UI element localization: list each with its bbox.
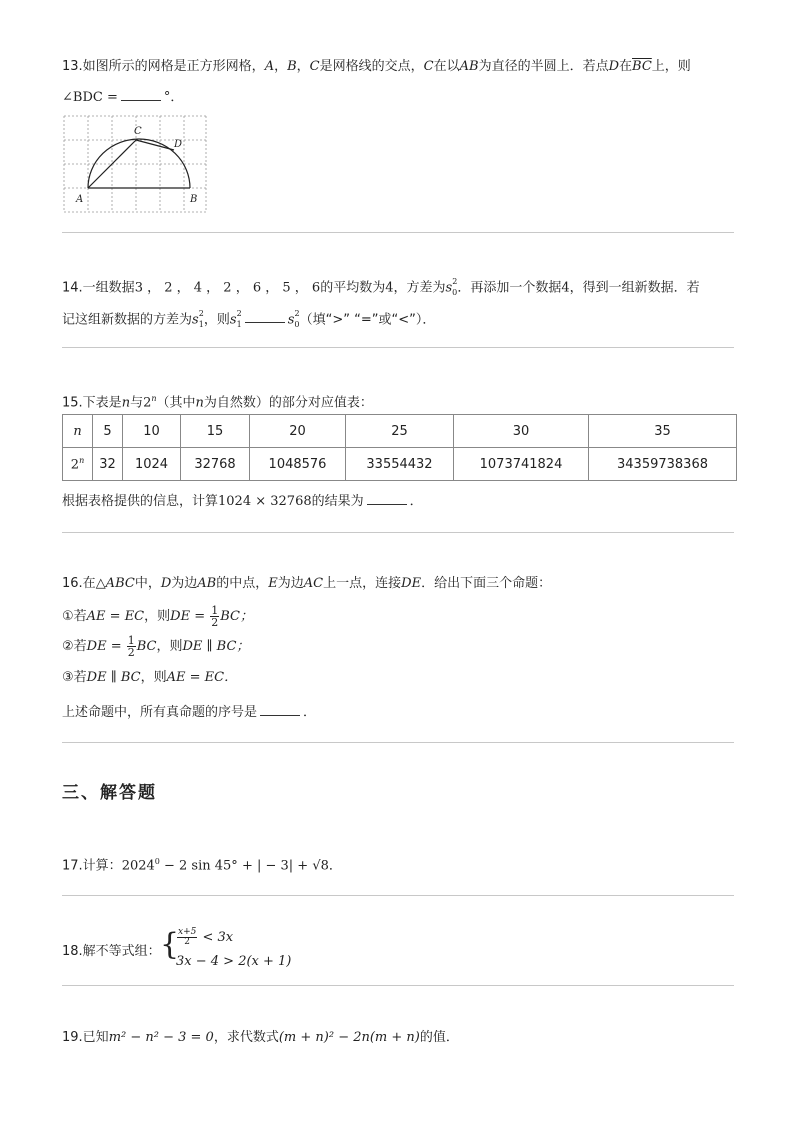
table-cell: 10 bbox=[123, 415, 181, 448]
q16-prop2: ②若DE = $\frac{1}{2}$ BC，则DE ∥ BC； bbox=[62, 634, 250, 659]
answer-blank bbox=[245, 312, 285, 323]
table-cell: 20 bbox=[250, 415, 346, 448]
label-b: B bbox=[190, 194, 198, 205]
label-d: D bbox=[174, 139, 183, 150]
table-cell: 35 bbox=[589, 415, 737, 448]
table-cell: 15 bbox=[181, 415, 250, 448]
q16-ask: 上述命题中，所有真命题的序号是 ． bbox=[62, 705, 317, 720]
q17: 17.计算：$2024^0 - 2$ sin 45° + | − 3| + √8． bbox=[62, 857, 342, 874]
label-a: A bbox=[76, 194, 84, 205]
answer-blank bbox=[121, 90, 161, 101]
table-cell: 1048576 bbox=[250, 448, 346, 481]
table-cell: 30 bbox=[454, 415, 589, 448]
q13-figure bbox=[62, 114, 208, 218]
table-cell: 1073741824 bbox=[454, 448, 589, 481]
divider bbox=[62, 232, 734, 233]
q15-ask: 根据表格提供的信息，计算1024 × 32768的结果为 ． bbox=[62, 494, 423, 509]
table-row bbox=[63, 415, 737, 448]
divider bbox=[62, 347, 734, 348]
table-row bbox=[63, 448, 737, 481]
answer-blank bbox=[260, 705, 300, 716]
q15-stem: 15.下表是n与2$^n$（其中n为自然数）的部分对应值表： bbox=[62, 394, 373, 411]
answer-blank bbox=[367, 494, 407, 505]
section-title: 三、解答题 bbox=[62, 783, 157, 803]
divider bbox=[62, 985, 734, 986]
row-header: n bbox=[63, 415, 93, 448]
q16-prop3: ③若DE ∥ BC，则AE = EC． bbox=[62, 670, 238, 685]
q14-line2: 记这组新数据的方差为$s_1^2$，则$s_1^2$ $s_0^2$（填“>” “=”或“<”）． bbox=[62, 309, 436, 329]
label-c: C bbox=[134, 126, 142, 137]
q16-prop1: ①若AE = EC，则DE = $\frac{1}{2}$ BC； bbox=[62, 604, 253, 629]
table-cell: 25 bbox=[346, 415, 454, 448]
table-cell: 32768 bbox=[181, 448, 250, 481]
q19: 19.已知m² − n² − 3 = 0，求代数式(m + n)² − 2n(m + n)的值． bbox=[62, 1030, 459, 1045]
q13-line2: ∠BDC = °． bbox=[62, 90, 184, 105]
divider bbox=[62, 895, 734, 896]
row-header: 2$^n$ bbox=[63, 448, 93, 481]
value-table bbox=[62, 414, 737, 481]
table-cell: 33554432 bbox=[346, 448, 454, 481]
q16-stem: 16.在△ABC中，D为边AB的中点，E为边AC上一点，连接DE．给出下面三个命题： bbox=[62, 576, 552, 591]
table-cell: 5 bbox=[93, 415, 123, 448]
table-cell: 1024 bbox=[123, 448, 181, 481]
divider bbox=[62, 532, 734, 533]
table-cell: 32 bbox=[93, 448, 123, 481]
q13-line1: 13.如图所示的网格是正方形网格，A，B，C是网格线的交点，C在以AB为直径的半圆上．若点D在$\overline{BC}$上，则 bbox=[62, 59, 691, 74]
table-cell: 34359738368 bbox=[589, 448, 737, 481]
divider bbox=[62, 742, 734, 743]
q14-line1: 14.一组数据3 ， 2 ， 4 ， 2 ， 6 ， 5 ， 6的平均数为4，方差为$s_0^2$．再添加一个数据4，得到一组新数据．若 bbox=[62, 277, 700, 297]
